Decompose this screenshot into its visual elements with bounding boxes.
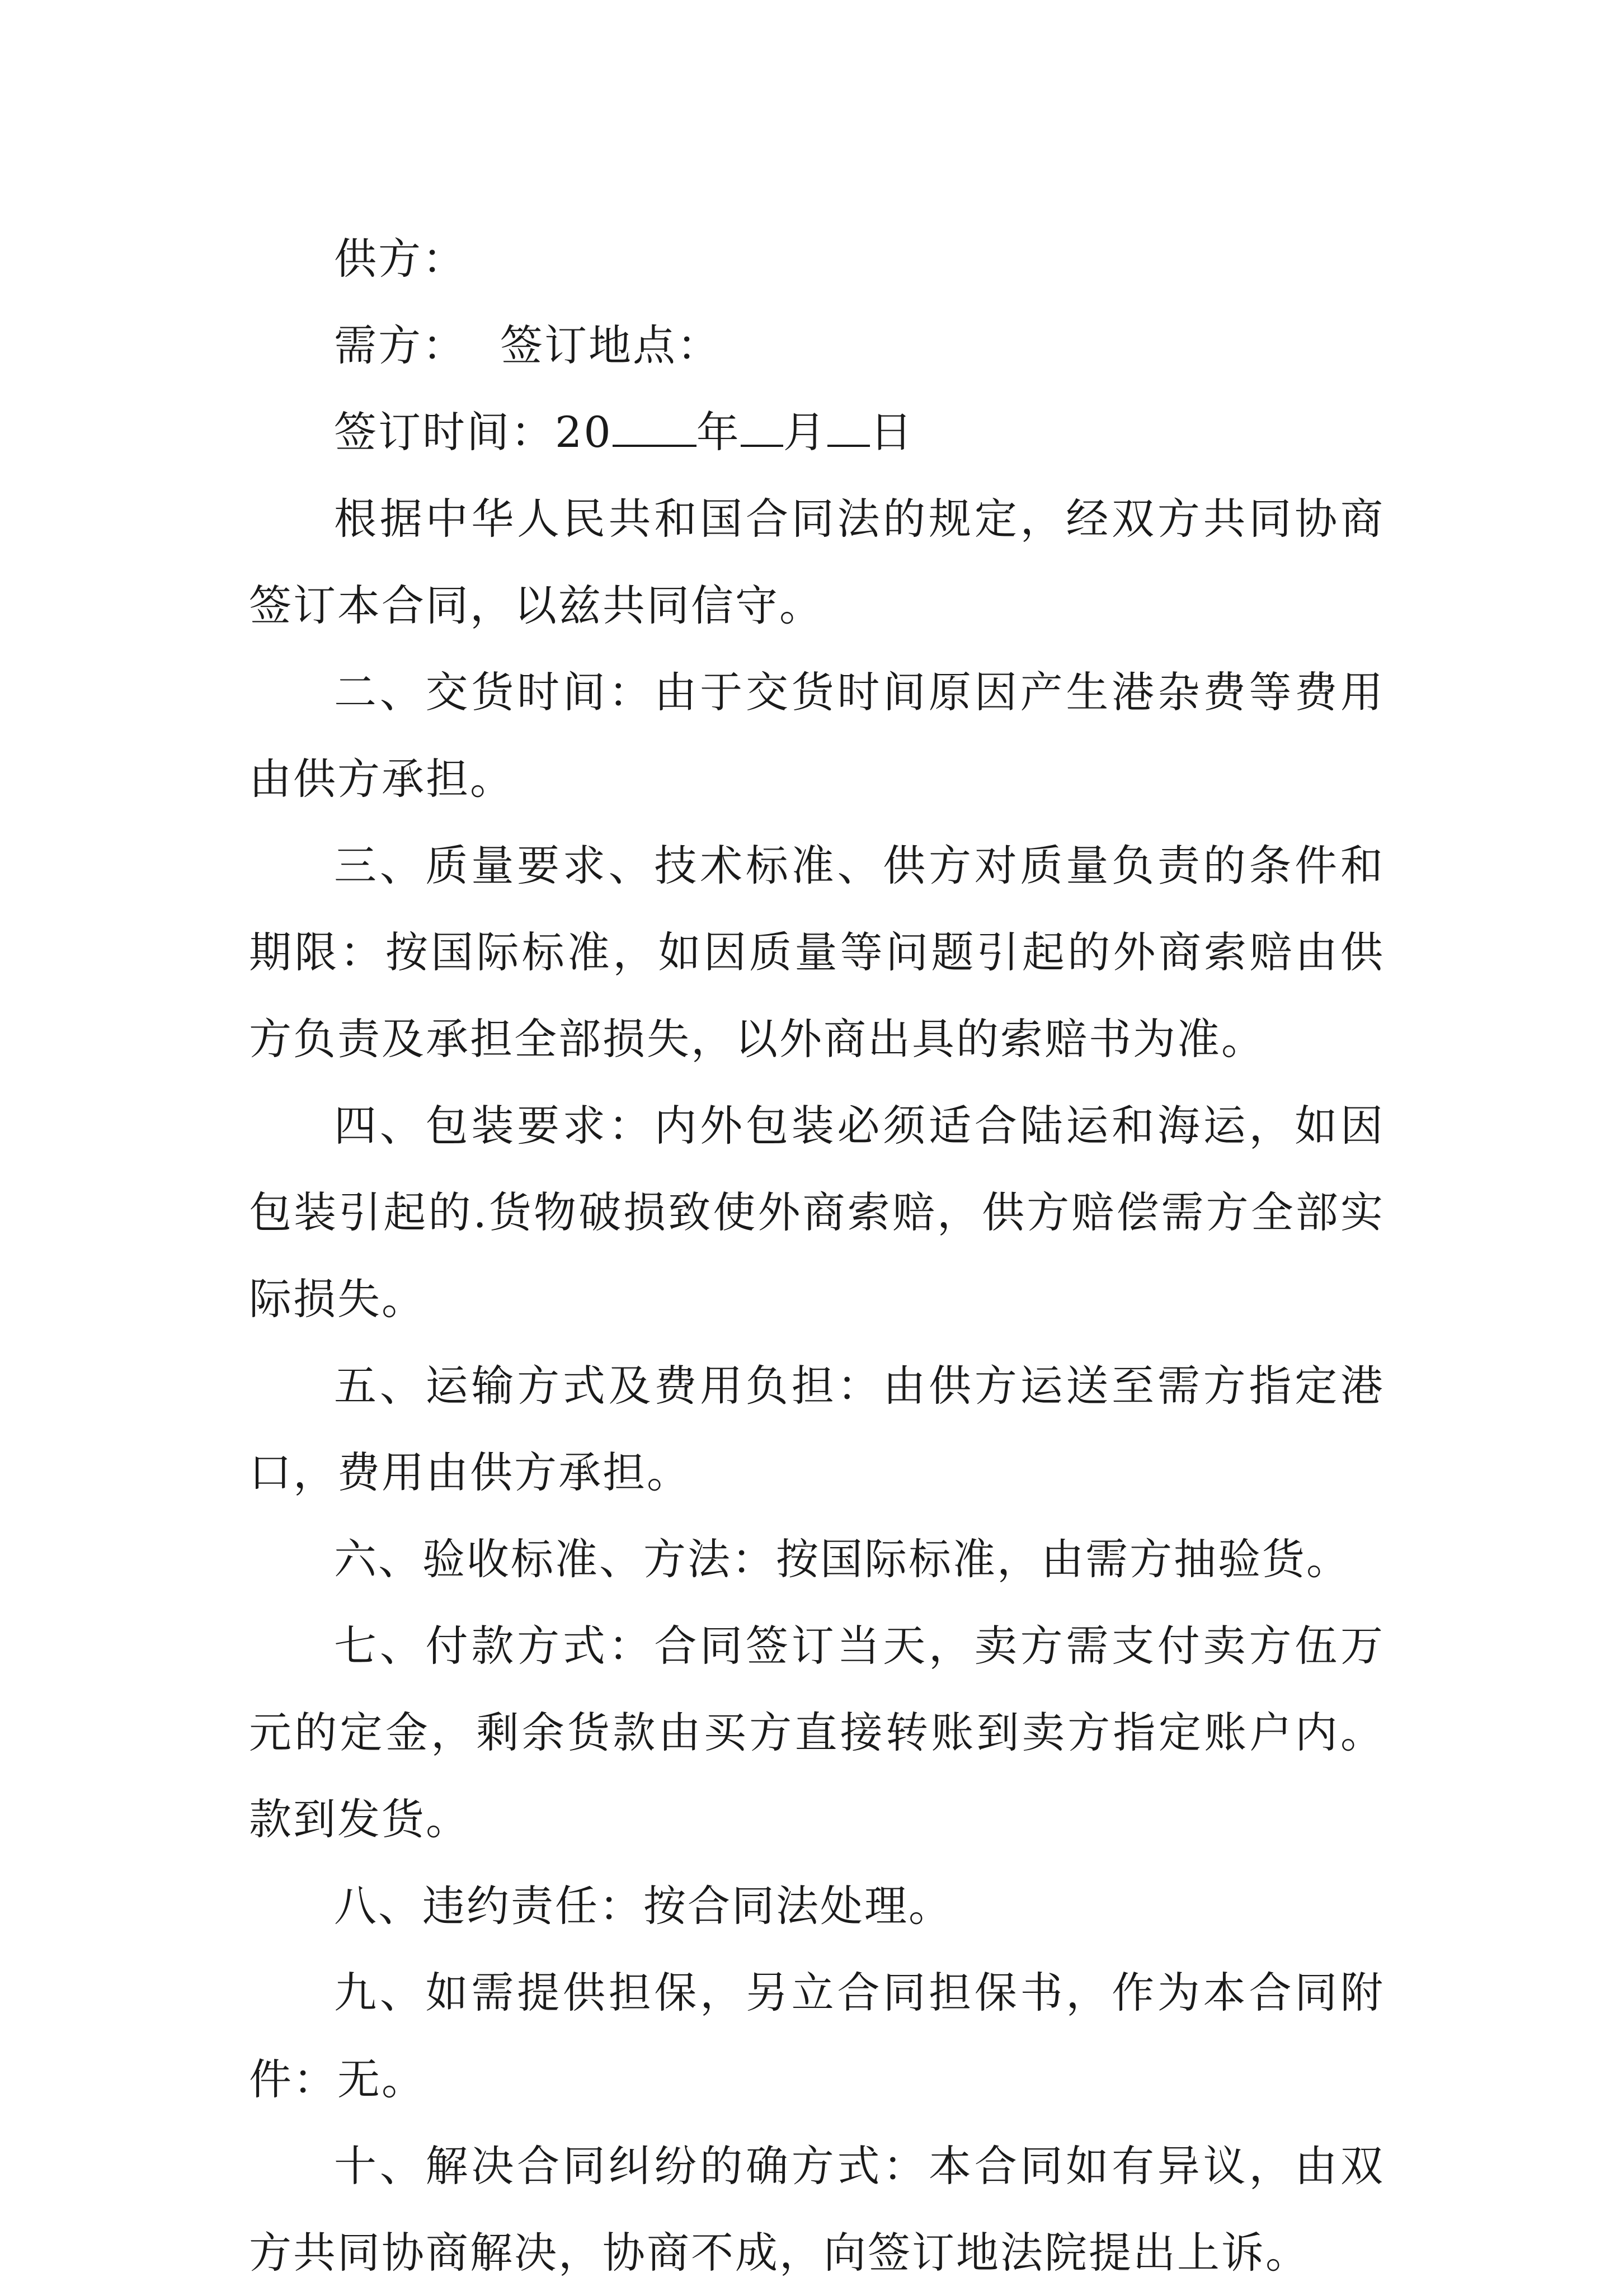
- clause-quality: 三、质量要求、技术标准、供方对质量负责的条件和期限：按国际标准，如因质量等问题引起的外商索赔由供方负责及承担全部损失，以外商出具的索赔书为准。: [249, 841, 1385, 1064]
- year-blank: [613, 406, 696, 447]
- clause-liability: 八、违约责任：按合同法处理。: [334, 1881, 953, 1931]
- clause-dispute: 十、解决合同纠纷的确方式：本合同如有异议，由双方共同协商解决，协商不成，向签订地法院提出上诉。: [249, 2141, 1385, 2278]
- year-unit: 年: [696, 407, 741, 457]
- contract-body: [249, 215, 1385, 2296]
- clause-packaging: 四、包装要求：内外包装必须适合陆运和海运，如因包装引起的.货物破损致使外商索赔，供方赔偿需方全部实际损失。: [249, 1101, 1385, 1324]
- preamble-paragraph: 根据中华人民共和国合同法的规定，经双方共同协商签订本合同，以兹共同信守。: [249, 494, 1385, 630]
- day-unit: 日: [869, 407, 914, 457]
- clause-acceptance: 六、验收标准、方法：按国际标准，由需方抽验货。: [334, 1534, 1350, 1584]
- day-blank: [827, 406, 870, 447]
- buyer-place-line: [249, 302, 1385, 389]
- clause-transport: 五、运输方式及费用负担：由供方运送至需方指定港口，费用由供方承担。: [249, 1361, 1385, 1497]
- month-unit: 月: [783, 407, 827, 457]
- supplier-label: 供方：: [334, 234, 467, 284]
- signing-time-label: 签订时间：20: [334, 407, 613, 457]
- buyer-label: 需方：: [334, 320, 467, 370]
- clause-delivery-time: 二、交货时间：由于交货时间原因产生港杂费等费用由供方承担。: [249, 667, 1385, 804]
- month-blank: [741, 406, 783, 447]
- supplier-line: [249, 215, 1385, 302]
- signing-place-label: 签订地点：: [500, 320, 721, 370]
- clause-guarantee: 九、如需提供担保，另立合同担保书，作为本合同附件：无。: [249, 1968, 1385, 2104]
- clause-payment: 七、付款方式：合同签订当天，卖方需支付卖方伍万元的定金，剩余货款由买方直接转账到卖方指定账户内。款到发货。: [249, 1621, 1385, 1844]
- signing-time-line: [249, 389, 1385, 475]
